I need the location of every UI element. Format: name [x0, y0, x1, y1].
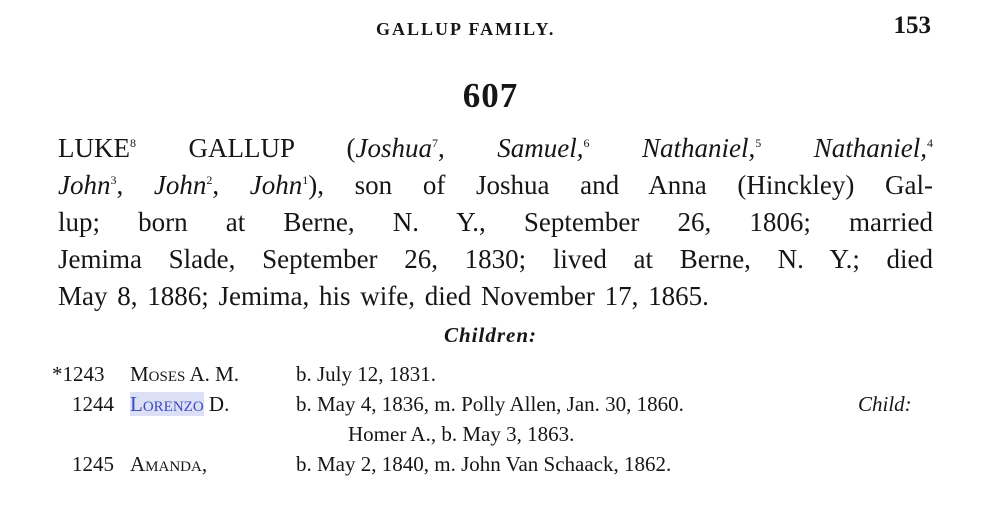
record-number: 1243 [62, 362, 105, 386]
child-name-rest: D. [203, 392, 230, 416]
ancestor-name: Nathaniel, [642, 133, 756, 163]
page-number: 153 [893, 12, 931, 39]
ancestor-name: John [249, 170, 303, 200]
child-name-rest: A. M. [185, 362, 240, 386]
child-details: b. May 2, 1840, m. John Van Schaack, 1862. [296, 452, 672, 476]
generation-marker: 1 [302, 173, 309, 187]
children-heading: Children: [443, 323, 538, 347]
paragraph-line-3: lup; born at Berne, N. Y., September 26, 1806; married [58, 207, 933, 237]
ancestor-name: Joshua [355, 133, 432, 163]
running-header-title: GALLUP FAMILY. [376, 19, 556, 39]
child-name [130, 392, 229, 417]
ancestor-name: John [58, 170, 111, 200]
paragraph-line-5: May 8, 1886; Jemima, his wife, died November 17, 1865. [58, 281, 709, 311]
generation-marker: 2 [206, 173, 213, 187]
separator: , [116, 170, 154, 200]
highlighted-name: Lorenzo [130, 392, 204, 416]
ancestor-name: John [153, 170, 207, 200]
child-name: Amanda, [130, 452, 208, 476]
generation-marker: 6 [583, 136, 590, 150]
child-first-name: Moses [130, 362, 186, 386]
separator [761, 133, 814, 163]
child-name [130, 362, 239, 387]
separator: , [437, 133, 498, 163]
grandchild-label: Child: [858, 392, 912, 416]
subject-name: LUKE [58, 133, 130, 163]
subject-surname: GALLUP ( [135, 133, 356, 163]
generation-marker: 7 [431, 136, 438, 150]
generation-marker: 3 [110, 173, 117, 187]
separator [589, 133, 642, 163]
generation-marker: 8 [129, 136, 136, 150]
line-marker: * [52, 362, 63, 386]
child-details: b. May 4, 1836, m. Polly Allen, Jan. 30, 1860. [296, 392, 684, 416]
paragraph-text: ), son of Joshua and Anna (Hinckley) Gal- [308, 170, 933, 200]
paragraph-line-2 [58, 167, 933, 204]
child-details: b. July 12, 1831. [296, 362, 437, 386]
biography-paragraph [58, 130, 933, 315]
paragraph-line-4: Jemima Slade, September 26, 1830; lived at Berne, N. Y.; died [58, 244, 933, 274]
ancestor-name: Samuel, [497, 133, 584, 163]
generation-marker: 4 [927, 136, 934, 150]
child-number: 1245 [72, 452, 114, 476]
entry-number: 607 [462, 76, 519, 115]
ancestor-name: Nathaniel, [813, 133, 928, 163]
generation-marker: 5 [755, 136, 762, 150]
child-number: 1244 [72, 392, 114, 416]
child-number [52, 362, 105, 387]
grandchild-line: Homer A., b. May 3, 1863. [348, 422, 575, 446]
paragraph-line-1 [58, 130, 933, 167]
separator: , [212, 170, 250, 200]
